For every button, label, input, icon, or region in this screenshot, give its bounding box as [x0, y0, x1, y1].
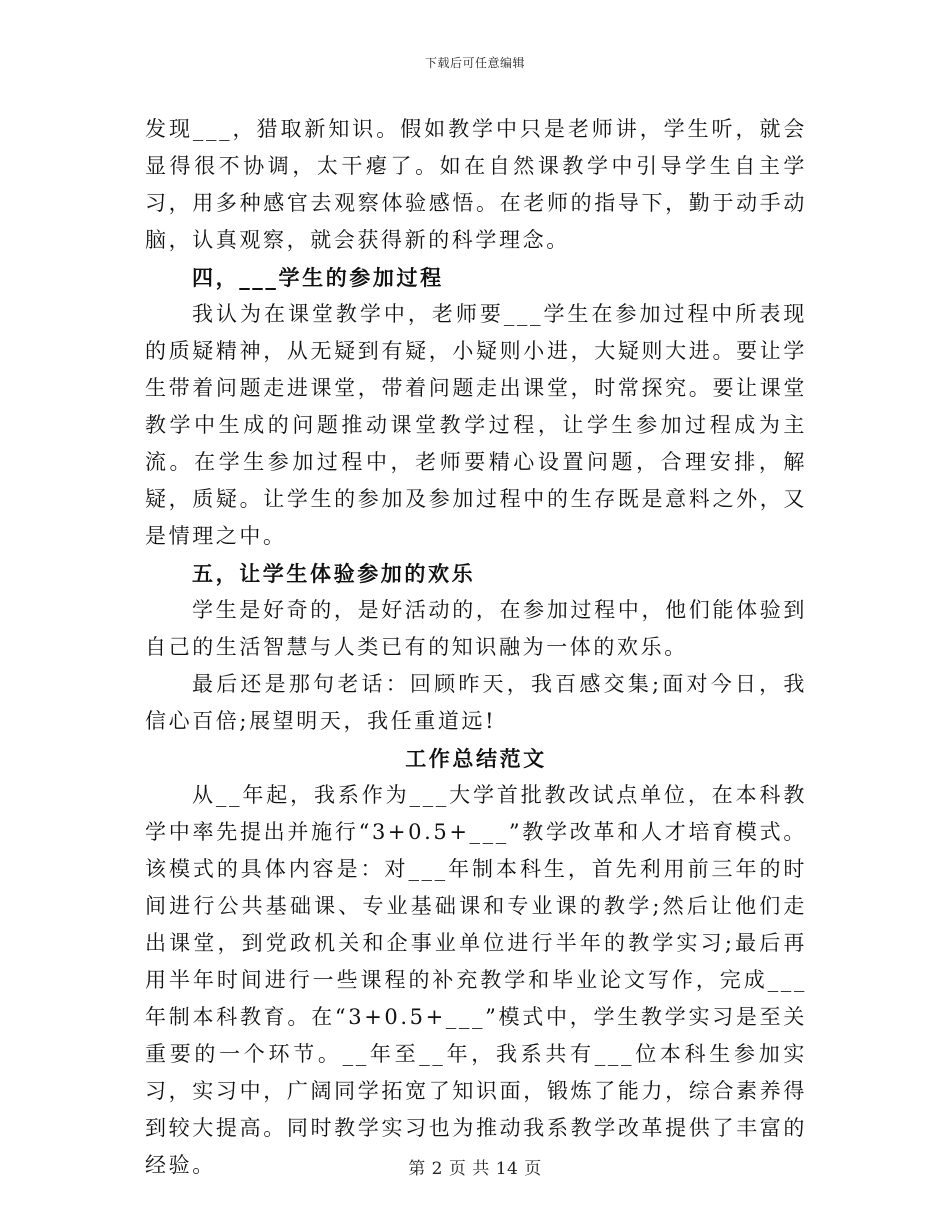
document-title: 工作总结范文 — [405, 746, 547, 771]
document-body — [145, 111, 807, 1184]
paragraph-3: 学生是好奇的，是好活动的，在参加过程中，他们能体验到自己的生活智慧与人类已有的知识融为一体的欢乐。 — [145, 598, 807, 659]
paragraph-5: 从__年起，我系作为___大学首批教改试点单位，在本科教学中率先提出并施行“3+0.5+___”教学改革和人才培育模式。该模式的具体内容是：对___年制本科生，首先利用前三年的时间进行公共基础课、专业基础课和专业课的教学;然后让他们走出课堂，到党政机关和企事业单位进行半年的教学实习;最后再用半年时间进行一些课程的补充教学和毕业论文写作，完成___年制本科教育。在“3+0.5+___”模式中，学生教学实习是至关重要的一个环节。__年至__年，我系共有___位本科生参加实习，实习中，广阔同学拓宽了知识面，锻炼了能力，综合素养得到较大提高。同时教学实习也为推动我系教学改革提供了丰富的经验。 — [145, 783, 807, 1177]
paragraph-2: 我认为在课堂教学中，老师要___学生在参加过程中所表现的质疑精神，从无疑到有疑，小疑则小进，大疑则大进。要让学生带着问题走进课堂，带着问题走出课堂，时常探究。要让课堂教学中生成的问题推动课堂教学过程，让学生参加过程成为主流。在学生参加过程中，老师要精心设置问题，合理安排，解疑，质疑。让学生的参加及参加过程中的生存既是意料之外，又是情理之中。 — [145, 302, 807, 548]
paragraph-4: 最后还是那句老话：回顾昨天，我百感交集;面对今日，我信心百倍;展望明天，我任重道远! — [145, 672, 807, 733]
header-note: 下载后可任意编辑 — [424, 56, 525, 70]
section-heading-5: 五，让学生体验参加的欢乐 — [192, 561, 476, 586]
page-number: 第 2 页 共 14 页 — [408, 1159, 542, 1179]
paragraph-1: 发现___，猎取新知识。假如教学中只是老师讲，学生听，就会显得很不协调，太干瘪了。如在自然课教学中引导学生自主学习，用多种感官去观察体验感悟。在老师的指导下，勤于动手动脑，认真观察，就会获得新的科学理念。 — [145, 117, 807, 252]
section-heading-4: 四，___学生的参加过程 — [192, 265, 444, 290]
